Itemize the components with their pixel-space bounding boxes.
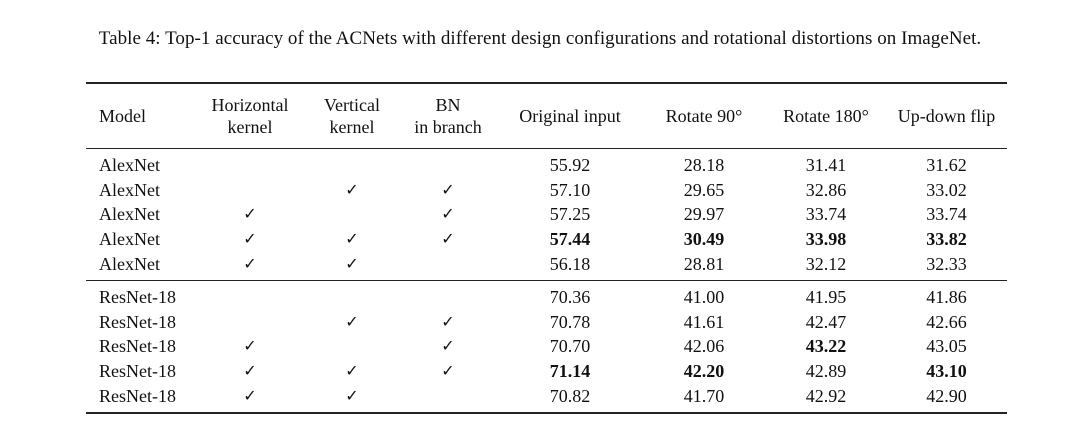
model-cell: ResNet-18 <box>99 287 176 308</box>
bn-in-branch-cell: ✓ <box>441 179 455 199</box>
up-down-flip-cell: 32.33 <box>926 253 967 274</box>
model-cell: AlexNet <box>99 179 160 200</box>
rotate-90-cell: 30.49 <box>683 229 725 250</box>
table-row <box>86 227 1007 252</box>
up-down-flip-cell: 42.90 <box>926 385 967 406</box>
table-row <box>86 310 1007 335</box>
header-vertical-line1: Vertical <box>324 95 380 115</box>
model-cell: AlexNet <box>99 229 160 250</box>
vertical-kernel-cell: ✓ <box>345 385 359 405</box>
vertical-kernel-cell <box>306 149 398 178</box>
table-row <box>86 178 1007 203</box>
rotate-90-cell: 28.18 <box>683 155 725 176</box>
rotate-180-cell: 32.12 <box>805 253 847 274</box>
header-horizontal-kernel <box>194 83 306 149</box>
up-down-flip-cell: 33.82 <box>926 229 967 250</box>
header-rotate-180: Rotate 180° <box>783 106 869 126</box>
header-horizontal-line2: kernel <box>227 117 273 137</box>
header-bn-line1: BN <box>435 95 461 115</box>
rotate-90-cell: 41.61 <box>683 311 725 332</box>
rotate-90-cell: 41.70 <box>683 385 725 406</box>
results-table-container <box>86 82 1007 414</box>
rotate-90-cell: 28.81 <box>683 253 725 274</box>
rotate-180-cell: 42.47 <box>805 311 847 332</box>
header-bn-in-branch <box>398 83 498 149</box>
header-vertical-line2: kernel <box>329 117 375 137</box>
original-input-cell: 57.25 <box>549 204 591 225</box>
bn-in-branch-cell <box>398 251 498 280</box>
header-bn-line2: in branch <box>414 117 482 137</box>
original-input-cell: 70.82 <box>549 385 591 406</box>
rotate-180-cell: 33.74 <box>805 204 847 225</box>
up-down-flip-cell: 33.02 <box>926 179 967 200</box>
alexnet-group <box>86 149 1007 281</box>
bn-in-branch-cell: ✓ <box>441 361 455 381</box>
bn-in-branch-cell <box>398 383 498 413</box>
model-cell: ResNet-18 <box>99 361 176 382</box>
bn-in-branch-cell: ✓ <box>441 229 455 249</box>
bn-in-branch-cell: ✓ <box>441 204 455 224</box>
horizontal-kernel-cell <box>194 149 306 178</box>
table-row <box>86 149 1007 178</box>
rotate-90-cell: 29.65 <box>683 179 725 200</box>
horizontal-kernel-cell: ✓ <box>243 385 257 405</box>
header-up-down-flip: Up-down flip <box>897 106 996 126</box>
horizontal-kernel-cell: ✓ <box>243 253 257 273</box>
up-down-flip-cell: 42.66 <box>926 311 967 332</box>
model-cell: AlexNet <box>99 155 160 176</box>
vertical-kernel-cell <box>306 202 398 227</box>
up-down-flip-cell: 43.05 <box>926 336 967 357</box>
rotate-180-cell: 32.86 <box>805 179 847 200</box>
horizontal-kernel-cell <box>194 310 306 335</box>
bn-in-branch-cell: ✓ <box>441 311 455 331</box>
vertical-kernel-cell: ✓ <box>345 361 359 381</box>
original-input-cell: 70.78 <box>549 311 591 332</box>
header-vertical-kernel <box>306 83 398 149</box>
original-input-cell: 56.18 <box>549 253 591 274</box>
vertical-kernel-cell: ✓ <box>345 253 359 273</box>
model-cell: AlexNet <box>99 204 160 225</box>
rotate-180-cell: 33.98 <box>805 229 847 250</box>
horizontal-kernel-cell: ✓ <box>243 204 257 224</box>
resnet18-group <box>86 280 1007 412</box>
rotate-90-cell: 41.00 <box>683 287 725 308</box>
table-row <box>86 202 1007 227</box>
original-input-cell: 57.44 <box>549 229 591 250</box>
horizontal-kernel-cell <box>194 280 306 309</box>
vertical-kernel-cell <box>306 334 398 359</box>
horizontal-kernel-cell: ✓ <box>243 229 257 249</box>
original-input-cell: 55.92 <box>549 155 591 176</box>
vertical-kernel-cell <box>306 280 398 309</box>
header-model: Model <box>99 106 146 126</box>
original-input-cell: 70.36 <box>549 287 591 308</box>
rotate-180-cell: 41.95 <box>805 287 847 308</box>
model-cell: ResNet-18 <box>99 336 176 357</box>
table-row <box>86 251 1007 280</box>
model-cell: ResNet-18 <box>99 385 176 406</box>
table-row <box>86 383 1007 413</box>
rotate-90-cell: 42.20 <box>683 361 725 382</box>
header-horizontal-line1: Horizontal <box>211 95 289 115</box>
table-row <box>86 334 1007 359</box>
bn-in-branch-cell <box>398 280 498 309</box>
up-down-flip-cell: 33.74 <box>926 204 967 225</box>
rotate-180-cell: 31.41 <box>805 155 847 176</box>
up-down-flip-cell: 31.62 <box>926 155 967 176</box>
bn-in-branch-cell <box>398 149 498 178</box>
table-row <box>86 359 1007 384</box>
up-down-flip-cell: 43.10 <box>926 361 967 382</box>
table-caption: Table 4: Top-1 accuracy of the ACNets with different design configurations and rotational distortions on ImageNet. <box>98 28 982 49</box>
horizontal-kernel-cell: ✓ <box>243 361 257 381</box>
rotate-90-cell: 29.97 <box>683 204 725 225</box>
horizontal-kernel-cell: ✓ <box>243 336 257 356</box>
vertical-kernel-cell: ✓ <box>345 179 359 199</box>
rotate-180-cell: 43.22 <box>805 336 847 357</box>
table-row <box>86 280 1007 309</box>
rotate-90-cell: 42.06 <box>683 336 725 357</box>
vertical-kernel-cell: ✓ <box>345 229 359 249</box>
model-cell: ResNet-18 <box>99 311 176 332</box>
rotate-180-cell: 42.92 <box>805 385 847 406</box>
rotate-180-cell: 42.89 <box>805 361 847 382</box>
original-input-cell: 57.10 <box>549 179 591 200</box>
original-input-cell: 70.70 <box>549 336 591 357</box>
up-down-flip-cell: 41.86 <box>926 287 967 308</box>
original-input-cell: 71.14 <box>549 361 591 382</box>
results-table <box>86 82 1007 414</box>
table-header-row <box>86 83 1007 149</box>
bn-in-branch-cell: ✓ <box>441 336 455 356</box>
vertical-kernel-cell: ✓ <box>345 311 359 331</box>
horizontal-kernel-cell <box>194 178 306 203</box>
header-rotate-90: Rotate 90° <box>665 106 743 126</box>
model-cell: AlexNet <box>99 253 160 274</box>
header-original-input: Original input <box>519 106 621 126</box>
